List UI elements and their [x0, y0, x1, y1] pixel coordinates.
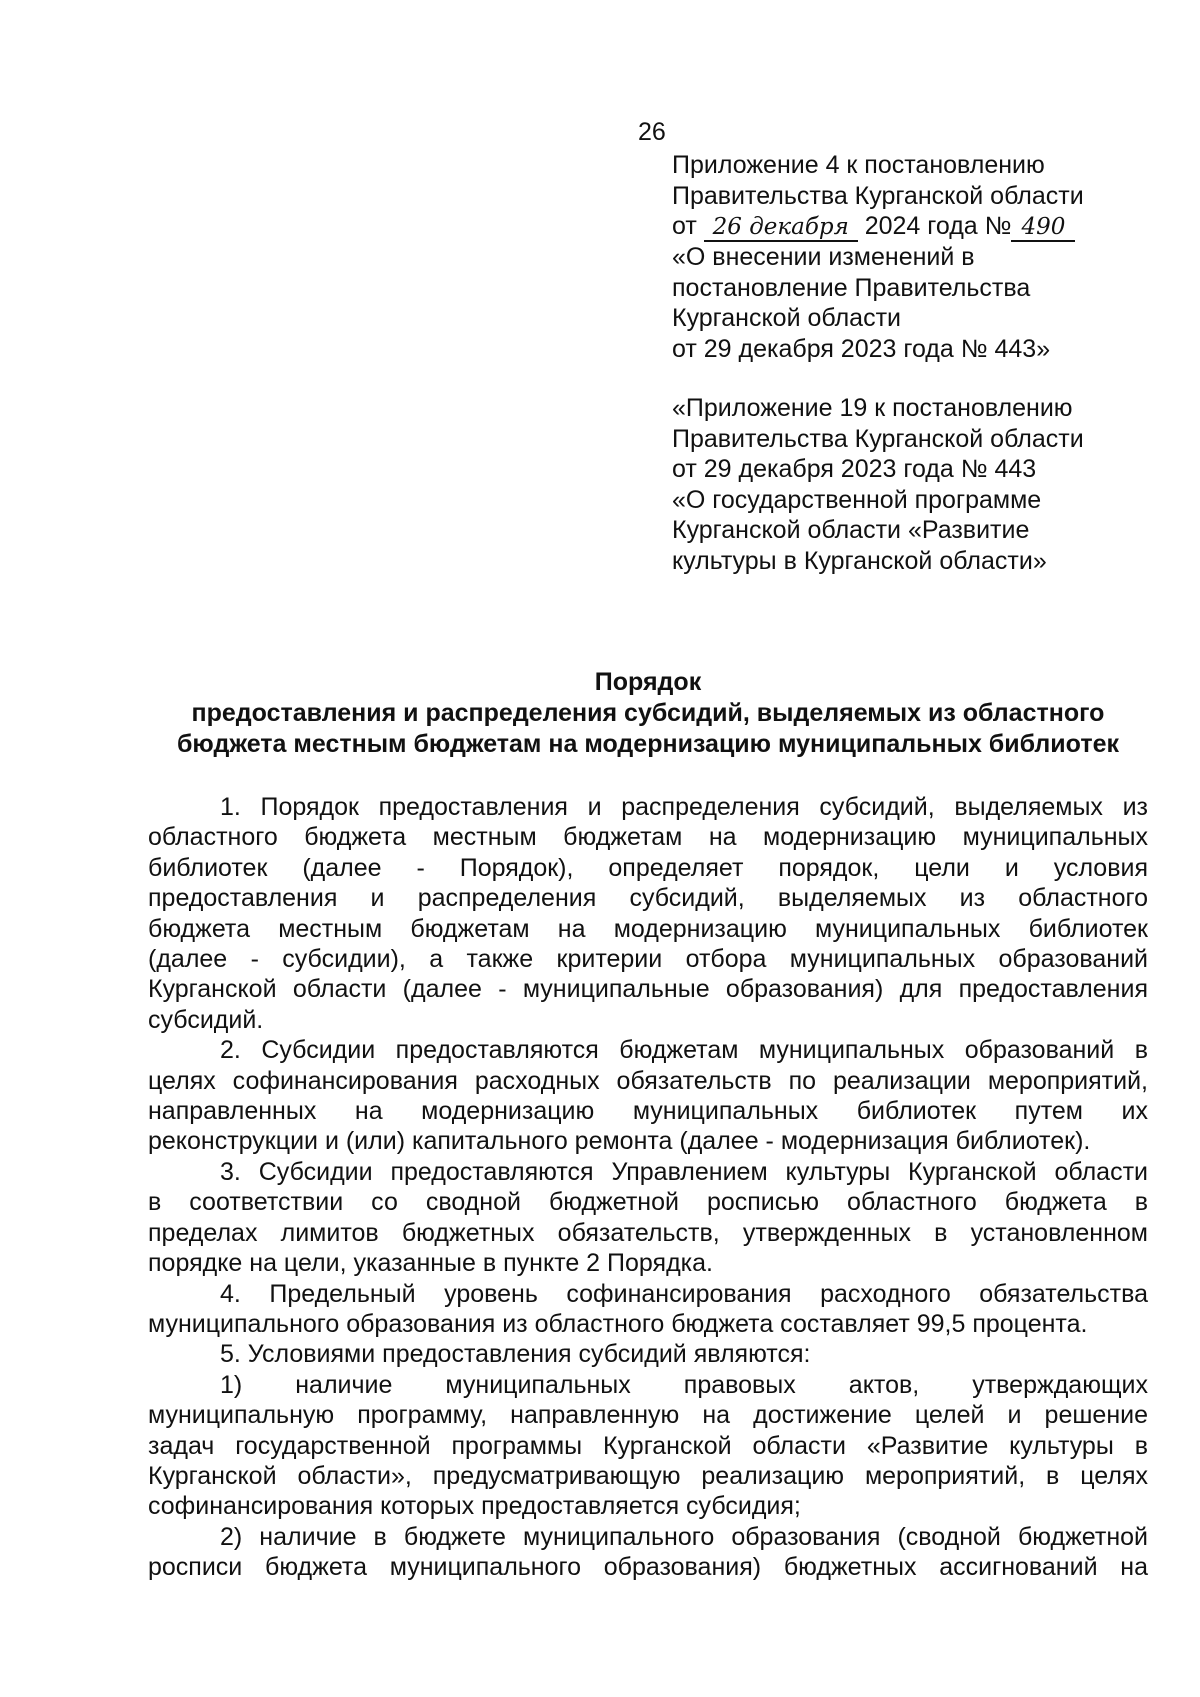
appendix-19-line: «О государственной программе	[672, 485, 1042, 514]
appendix-year-text: 2024 года №	[857, 212, 1012, 241]
text-line: муниципального образования из областного бюджета составляет 99,5 процента.	[148, 1309, 1088, 1338]
appendix-line: «О внесении изменений в	[672, 243, 975, 272]
text-line: муниципальную программу, направленную на достижение целей и решение	[148, 1401, 1148, 1430]
text-line: 3. Субсидии предоставляются Управлением культуры Курганской области	[220, 1157, 1148, 1186]
text-line: пределах лимитов бюджетных обязательств, утвержденных в установленном	[148, 1218, 1148, 1247]
text-line: в соответствии со сводной бюджетной росписью областного бюджета в	[148, 1188, 1148, 1217]
paragraph-5-item-2	[148, 1522, 1148, 1583]
appendix-date-prefix: от	[672, 212, 704, 241]
paragraph-3	[148, 1157, 1148, 1279]
text-line: софинансирования которых предоставляется субсидия;	[148, 1492, 801, 1521]
text-line: субсидий.	[148, 1005, 264, 1034]
paragraph-4	[148, 1279, 1148, 1340]
appendix-header	[672, 150, 1172, 365]
text-line: реконструкции и (или) капитального ремонта (далее - модернизация библиотек).	[148, 1127, 1091, 1156]
text-line: 4. Предельный уровень софинансирования расходного обязательства	[220, 1279, 1148, 1308]
appendix-date-line	[672, 211, 1172, 242]
text-line: 1. Порядок предоставления и распределения субсидий, выделяемых из	[220, 793, 1148, 821]
appendix-19-header	[672, 393, 1172, 577]
text-line: 2) наличие в бюджете муниципального образования (сводной бюджетной	[220, 1522, 1148, 1551]
text-line: 5. Условиями предоставления субсидий являются:	[220, 1340, 811, 1369]
appendix-19-line: от 29 декабря 2023 года № 443	[672, 455, 1037, 484]
title-line: предоставления и распределения субсидий, выделяемых из областного	[191, 699, 1105, 727]
paragraph-5	[148, 1339, 1148, 1369]
appendix-19-line: «Приложение 19 к постановлению	[672, 394, 1073, 422]
text-line: областного бюджета местным бюджетам на модернизацию муниципальных	[148, 823, 1148, 852]
text-line: направленных на модернизацию муниципальных библиотек путем их	[148, 1097, 1148, 1126]
handwritten-number: 490	[1011, 214, 1075, 242]
handwritten-date: 26 декабря	[704, 214, 858, 242]
text-line: 1) наличие муниципальных правовых актов, утверждающих	[220, 1370, 1148, 1399]
appendix-line: от 29 декабря 2023 года № 443»	[672, 334, 1051, 363]
appendix-19-line: Курганской области «Развитие	[672, 516, 1030, 545]
text-line: (далее - субсидии), а также критерии отбора муниципальных образований	[148, 945, 1148, 974]
appendix-19-line: культуры в Курганской области»	[672, 546, 1047, 575]
document-body	[148, 792, 1148, 1583]
text-line: предоставления и распределения субсидий, выделяемых из областного	[148, 884, 1148, 913]
appendix-line: Курганской области	[672, 304, 902, 333]
appendix-19-line: Правительства Курганской области	[672, 424, 1084, 453]
title-line: бюджета местным бюджетам на модернизацию муниципальных библиотек	[176, 730, 1119, 758]
text-line: задач государственной программы Курганской области «Развитие культуры в	[148, 1431, 1148, 1460]
text-line: 2. Субсидии предоставляются бюджетам муниципальных образований в	[220, 1036, 1148, 1065]
document-title	[148, 667, 1148, 760]
page-number: 26	[638, 118, 666, 146]
text-line: Курганской области (далее - муниципальные образования) для предоставления	[148, 975, 1148, 1004]
paragraph-2	[148, 1035, 1148, 1157]
appendix-line: Приложение 4 к постановлению	[672, 151, 1045, 179]
text-line: порядке на цели, указанные в пункте 2 Порядка.	[148, 1249, 713, 1278]
appendix-line: постановление Правительства	[672, 273, 1031, 302]
text-line: росписи бюджета муниципального образования) бюджетных ассигнований на	[148, 1553, 1148, 1582]
paragraph-1	[148, 792, 1148, 1035]
text-line: целях софинансирования расходных обязательств по реализации мероприятий,	[148, 1066, 1148, 1095]
text-line: бюджета местным бюджетам на модернизацию муниципальных библиотек	[148, 914, 1148, 943]
text-line: библиотек (далее - Порядок), определяет порядок, цели и условия	[148, 853, 1148, 882]
appendix-line: Правительства Курганской области	[672, 181, 1084, 210]
text-line: Курганской области», предусматривающую реализацию мероприятий, в целях	[148, 1461, 1148, 1490]
title-line: Порядок	[594, 668, 702, 696]
paragraph-5-item-1	[148, 1370, 1148, 1522]
